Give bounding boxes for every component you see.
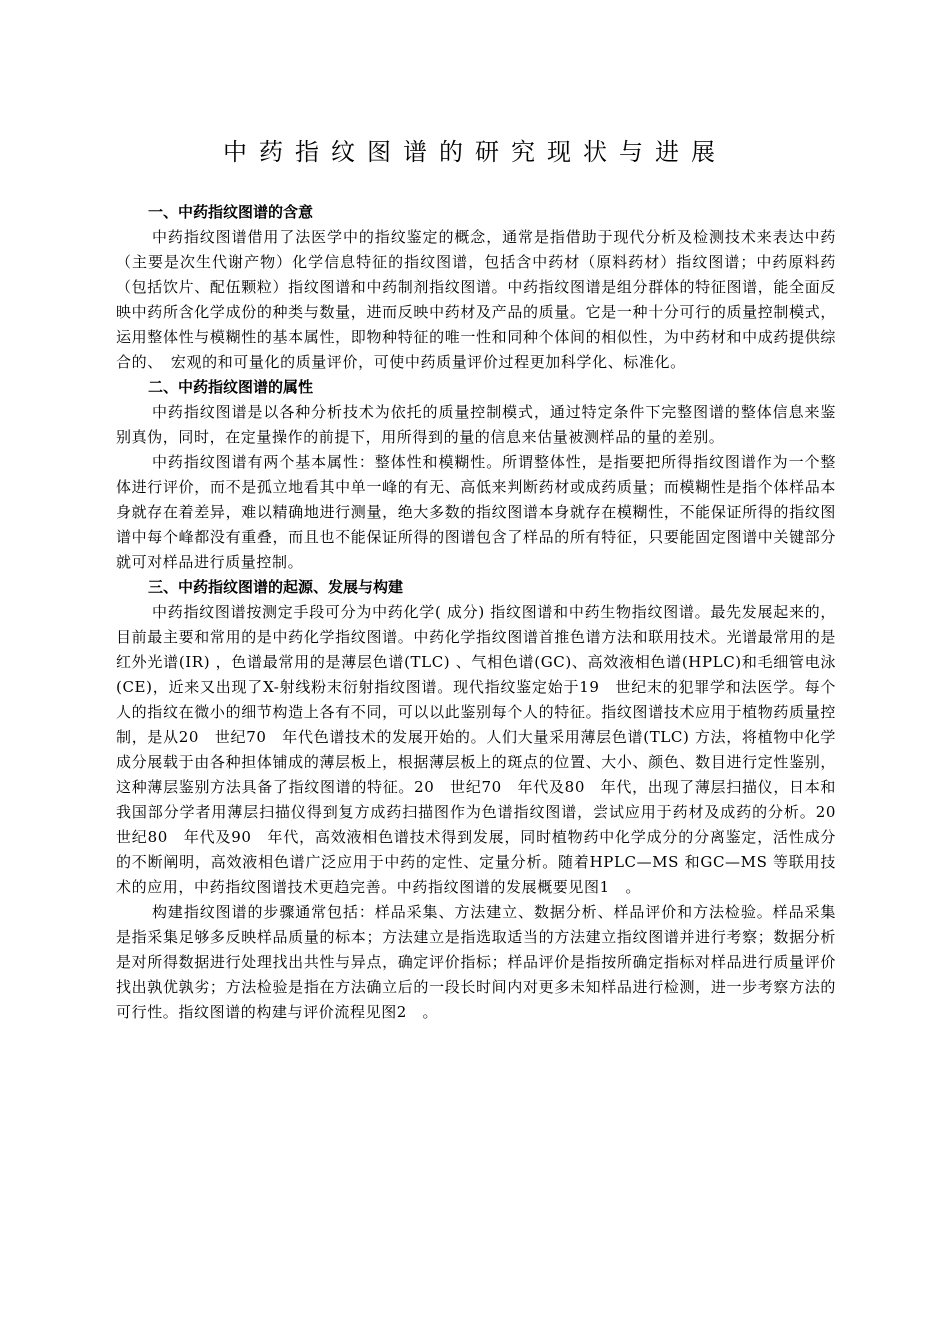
section-heading: 三、中药指纹图谱的起源、发展与构建 [148,578,404,596]
paragraph: 中药指纹图谱借用了法医学中的指纹鉴定的概念，通常是指借助于现代分析及检测技术来表达中药（主要是次生代谢产物）化学信息特征的指纹图谱，包括含中药材（原料药材）指纹图谱；中药原料药（包括饮片、配伍颗粒）指纹图谱和中药制剂指纹图谱。中药指纹图谱是组分群体的特征图谱，能全面反映中药所含化学成份的种类与数量，进而反映中药材及产品的质量。它是一种十分可行的质量控制模式，运用整体性与模糊性的基本属性，即物种特征的唯一性和同种个体间的相似性，为中药材和中成药提供综合的、 宏观的和可量化的质量评价，可使中药质量评价过程更加科学化、标准化。 [116,228,836,371]
paragraph: 中药指纹图谱是以各种分析技术为依托的质量控制模式，通过特定条件下完整图谱的整体信息来鉴别真伪，同时，在定量操作的前提下，用所得到的量的信息来估量被测样品的量的差别。 [116,403,836,446]
section-meaning [116,200,836,375]
section-attributes [116,375,836,575]
section-heading: 一、中药指纹图谱的含意 [148,203,314,221]
document-title: 中药指纹图谱的研究现状与进展 [223,138,727,166]
paragraph: 中药指纹图谱按测定手段可分为中药化学( 成分) 指纹图谱和中药生物指纹图谱。最先发展起来的，目前最主要和常用的是中药化学指纹图谱。中药化学指纹图谱首推色谱方法和联用技术。光谱最常用的是红外光谱(IR) ，色谱最常用的是薄层色谱(TLC) 、气相色谱(GC)、高效液相色谱(HPLC)和毛细管电泳(CE)，近来又出现了X-射线粉末衍射指纹图谱。现代指纹鉴定始于19 世纪末的犯罪学和法医学。每个人的指纹在微小的细节构造上各有不同，可以以此鉴别每个人的特征。指纹图谱技术应用于植物药质量控制，是从20 世纪70 年代色谱技术的发展开始的。人们大量采用薄层色谱(TLC) 方法，将植物中化学成分展载于由各种担体铺成的薄层板上，根据薄层板上的斑点的位置、大小、颜色、数目进行定性鉴别，这种薄层鉴别方法具备了指纹图谱的特征。20 世纪70 年代及80 年代，出现了薄层扫描仪，日本和我国部分学者用薄层扫描仪得到复方成药扫描图作为色谱指纹图谱，尝试应用于药材及成药的分析。20 世纪80 年代及90 年代，高效液相色谱技术得到发展，同时植物药中化学成分的分离鉴定，活性成分的不断阐明，高效液相色谱广泛应用于中药的定性、定量分析。随着HPLC—MS 和GC—MS 等联用技术的应用，中药指纹图谱技术更趋完善。中药指纹图谱的发展概要见图1 。 [116,603,852,896]
paragraph: 构建指纹图谱的步骤通常包括：样品采集、方法建立、数据分析、样品评价和方法检验。样品采集是指采集足够多反映样品质量的标本；方法建立是指选取适当的方法建立指纹图谱并进行考察；数据分析是对所得数据进行处理找出共性与异点，确定评价指标；样品评价是指按所确定指标对样品进行质量评价找出孰优孰劣；方法检验是指在方法确立后的一段长时间内对更多未知样品进行检测，进一步考察方法的可行性。指纹图谱的构建与评价流程见图2 。 [116,903,836,1021]
section-origin [116,575,852,1025]
section-heading: 二、中药指纹图谱的属性 [148,378,314,396]
paragraph: 中药指纹图谱有两个基本属性：整体性和模糊性。所谓整体性，是指要把所得指纹图谱作为一个整体进行评价，而不是孤立地看其中单一峰的有无、高低来判断药材或成药质量；而模糊性是指个体样品本身就存在着差异，难以精确地进行测量，绝大多数的指纹图谱本身就存在模糊性，不能保证所得的指纹图谱中每个峰都没有重叠，而且也不能保证所得的图谱包含了样品的所有特征，只要能固定图谱中关键部分就可对样品进行质量控制。 [116,453,836,571]
document-body [116,200,852,1025]
